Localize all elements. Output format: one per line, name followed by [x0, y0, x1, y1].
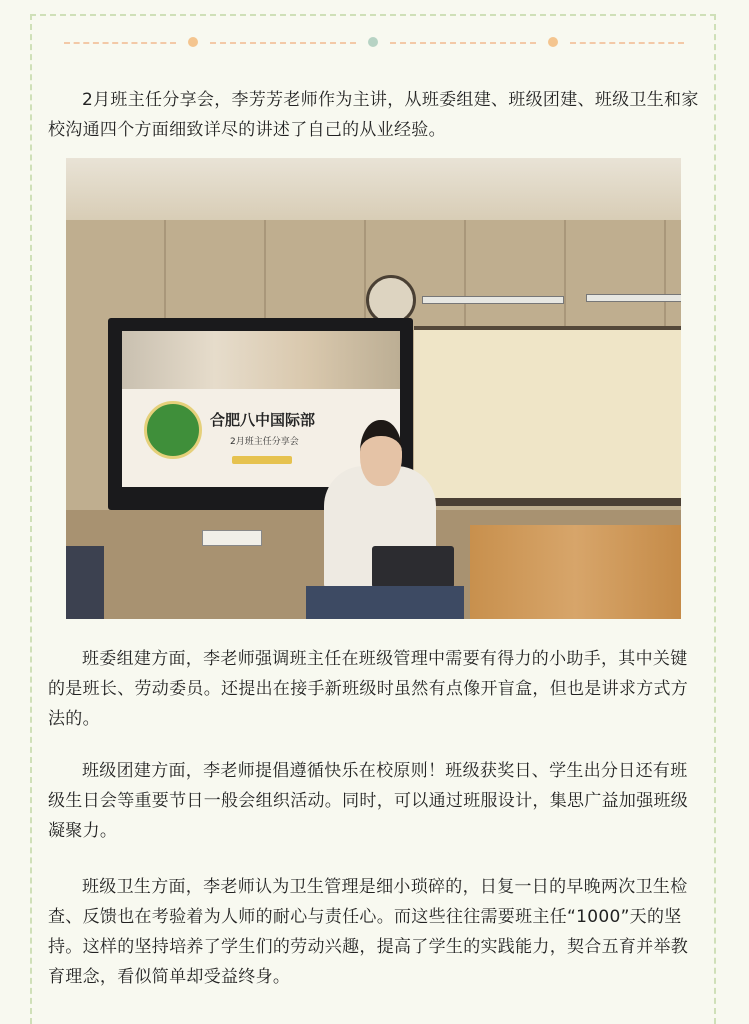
- deco-dot: [188, 37, 198, 47]
- paragraph-team-building: 班级团建方面，李老师提倡遵循快乐在校原则！班级获奖日、学生出分日还有班级生日会等重要节日一般会组织活动。同时，可以通过班服设计，集思广益加强班级凝聚力。: [48, 761, 689, 841]
- wooden-podium: [470, 525, 681, 619]
- deco-dash-line: [570, 42, 684, 44]
- deco-dot: [368, 37, 378, 47]
- deco-dot: [548, 37, 558, 47]
- laptop: [372, 546, 454, 588]
- whiteboard: [414, 326, 681, 502]
- deco-dash-line: [390, 42, 536, 44]
- school-logo: [144, 401, 202, 459]
- slide-title: 合肥八中国际部: [210, 411, 316, 429]
- event-photo: [66, 158, 681, 619]
- deco-dash-line: [64, 42, 176, 44]
- top-decoration: [64, 36, 684, 50]
- deco-dash-line: [210, 42, 356, 44]
- paragraph-hygiene: 班级卫生方面，李老师认为卫生管理是细小琐碎的，日复一日的早晚两次卫生检查、反馈也在考验着为人师的耐心与责任心。而这些往往需要班主任“1000”天的坚持。这样的坚持培养了学生们的劳动兴趣，提高了学生的实践能力，契合五育并举教育理念，看似简单却受益终身。: [48, 877, 689, 987]
- slide-subtitle: 2月班主任分享会: [230, 437, 299, 447]
- paragraph-intro: 2月班主任分享会，李芳芳老师作为主讲，从班委组建、班级团建、班级卫生和家校沟通四个方面细致详尽的讲述了自己的从业经验。: [48, 90, 699, 140]
- paragraph-class-committee: 班委组建方面，李老师强调班主任在班级管理中需要有得力的小助手，其中关键的是班长、劳动委员。还提出在接手新班级时虽然有点像开盲盒，但也是讲求方式方法的。: [48, 649, 689, 729]
